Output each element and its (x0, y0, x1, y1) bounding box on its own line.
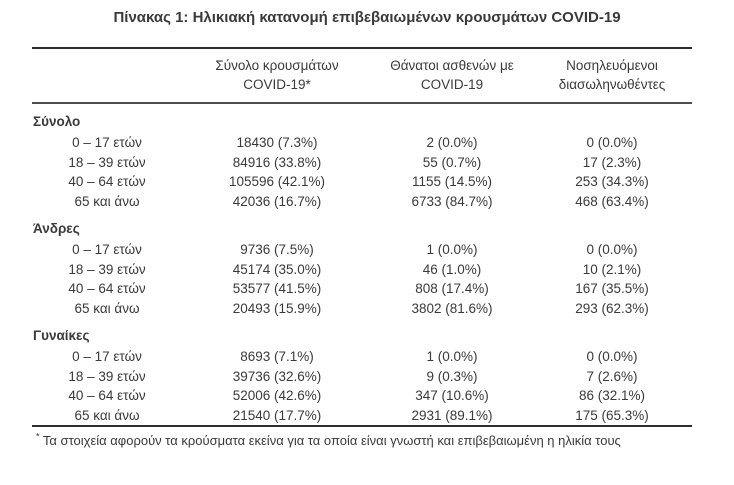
deaths-cell: 347 (10.6%) (415, 388, 489, 404)
col-header-deaths (372, 48, 532, 103)
section-row-women (32, 318, 692, 347)
intubated-cell: 0 (0.0%) (586, 349, 638, 365)
age-row (32, 406, 692, 427)
intubated-cell: 0 (0.0%) (586, 135, 638, 151)
cases-cell: 39736 (32.6%) (232, 368, 322, 384)
age-label-cell: 0 – 17 ετών (72, 242, 142, 258)
cases-cell: 21540 (17.7%) (182, 406, 372, 427)
deaths-cell: 1155 (14.5%) (411, 174, 493, 190)
section-row-men (32, 211, 692, 240)
age-label-cell: 40 – 64 ετών (68, 174, 146, 190)
col-header-intubated (532, 48, 692, 103)
age-label-cell: 0 – 17 ετών (72, 135, 142, 151)
footnote (36, 433, 734, 448)
intubated-cell: 0 (0.0%) (586, 242, 638, 258)
col-header-cases-line2: COVID-19* (243, 77, 311, 92)
intubated-cell: 86 (32.1%) (578, 388, 646, 404)
age-label-cell: 65 και άνω (74, 300, 140, 316)
header-row (32, 48, 692, 103)
intubated-cell: 10 (2.1%) (582, 261, 642, 277)
age-label-cell: 0 – 17 ετών (72, 349, 142, 365)
age-label-cell: 18 – 39 ετών (68, 154, 146, 170)
section-row-total (32, 103, 692, 133)
deaths-cell: 46 (1.0%) (422, 261, 482, 277)
intubated-cell: 17 (2.3%) (582, 154, 642, 170)
age-label-cell: 65 και άνω (32, 406, 182, 427)
deaths-cell: 6733 (84.7%) (411, 193, 493, 209)
deaths-cell: 2 (0.0%) (426, 135, 478, 151)
age-row (32, 192, 692, 212)
col-header-intubated-line2: διασωληνωθέντες (558, 77, 666, 92)
age-row (32, 172, 692, 192)
cases-cell: 42036 (16.7%) (232, 193, 322, 209)
col-header-deaths-line2: COVID-19 (420, 77, 484, 92)
age-label-cell: 40 – 64 ετών (68, 281, 146, 297)
covid-age-distribution-table (32, 47, 692, 427)
col-header-deaths-line1: Θάνατοι ασθενών με (390, 58, 514, 73)
age-label-cell: 65 και άνω (74, 193, 140, 209)
deaths-cell: 2931 (89.1%) (372, 406, 532, 427)
age-label-cell: 18 – 39 ετών (68, 368, 146, 384)
footnote-text: Τα στοιχεία αφορούν τα κρούσματα εκείνα για τα οποία είναι γνωστή και επιβεβαιωμένη η ηλικία τους (42, 433, 621, 448)
col-header-intubated-line1: Νοσηλευόμενοι (566, 58, 658, 73)
deaths-cell: 3802 (81.6%) (411, 300, 493, 316)
age-row (32, 260, 692, 280)
cases-cell: 84916 (33.8%) (232, 154, 322, 170)
deaths-cell: 9 (0.3%) (426, 368, 478, 384)
intubated-cell: 293 (62.3%) (575, 300, 649, 316)
deaths-cell: 1 (0.0%) (426, 349, 478, 365)
table-container (32, 47, 692, 427)
cases-cell: 9736 (7.5%) (240, 242, 314, 258)
intubated-cell: 167 (35.5%) (575, 281, 649, 297)
age-row (32, 347, 692, 367)
col-header-cases-line1: Σύνολο κρουσμάτων (215, 58, 339, 73)
cases-cell: 45174 (35.0%) (232, 261, 322, 277)
age-row (32, 279, 692, 299)
intubated-cell: 468 (63.4%) (575, 193, 649, 209)
age-row (32, 386, 692, 406)
cases-cell: 105596 (42.1%) (228, 174, 326, 190)
intubated-cell: 7 (2.6%) (586, 368, 638, 384)
age-row (32, 133, 692, 153)
deaths-cell: 55 (0.7%) (422, 154, 482, 170)
cases-cell: 20493 (15.9%) (232, 300, 322, 316)
page-title: Πίνακας 1: Ηλικιακή κατανομή επιβεβαιωμένων κρουσμάτων COVID-19 (113, 9, 621, 26)
deaths-cell: 1 (0.0%) (426, 242, 478, 258)
section-label: Άνδρες (33, 221, 80, 236)
cases-cell: 18430 (7.3%) (236, 135, 318, 151)
age-row (32, 299, 692, 319)
age-label-cell: 18 – 39 ετών (68, 261, 146, 277)
section-label: Σύνολο (33, 114, 81, 129)
age-label-cell: 40 – 64 ετών (68, 388, 146, 404)
deaths-cell: 808 (17.4%) (415, 281, 489, 297)
footnote-marker: * (36, 431, 40, 442)
age-row (32, 240, 692, 260)
cases-cell: 8693 (7.1%) (240, 349, 314, 365)
intubated-cell: 175 (65.3%) (532, 406, 692, 427)
cases-cell: 52006 (42.6%) (232, 388, 322, 404)
col-header-empty (32, 48, 182, 103)
section-label: Γυναίκες (33, 328, 90, 343)
age-row (32, 367, 692, 387)
cases-cell: 53577 (41.5%) (232, 281, 322, 297)
intubated-cell: 253 (34.3%) (575, 174, 649, 190)
col-header-cases (182, 48, 372, 103)
age-row (32, 153, 692, 173)
